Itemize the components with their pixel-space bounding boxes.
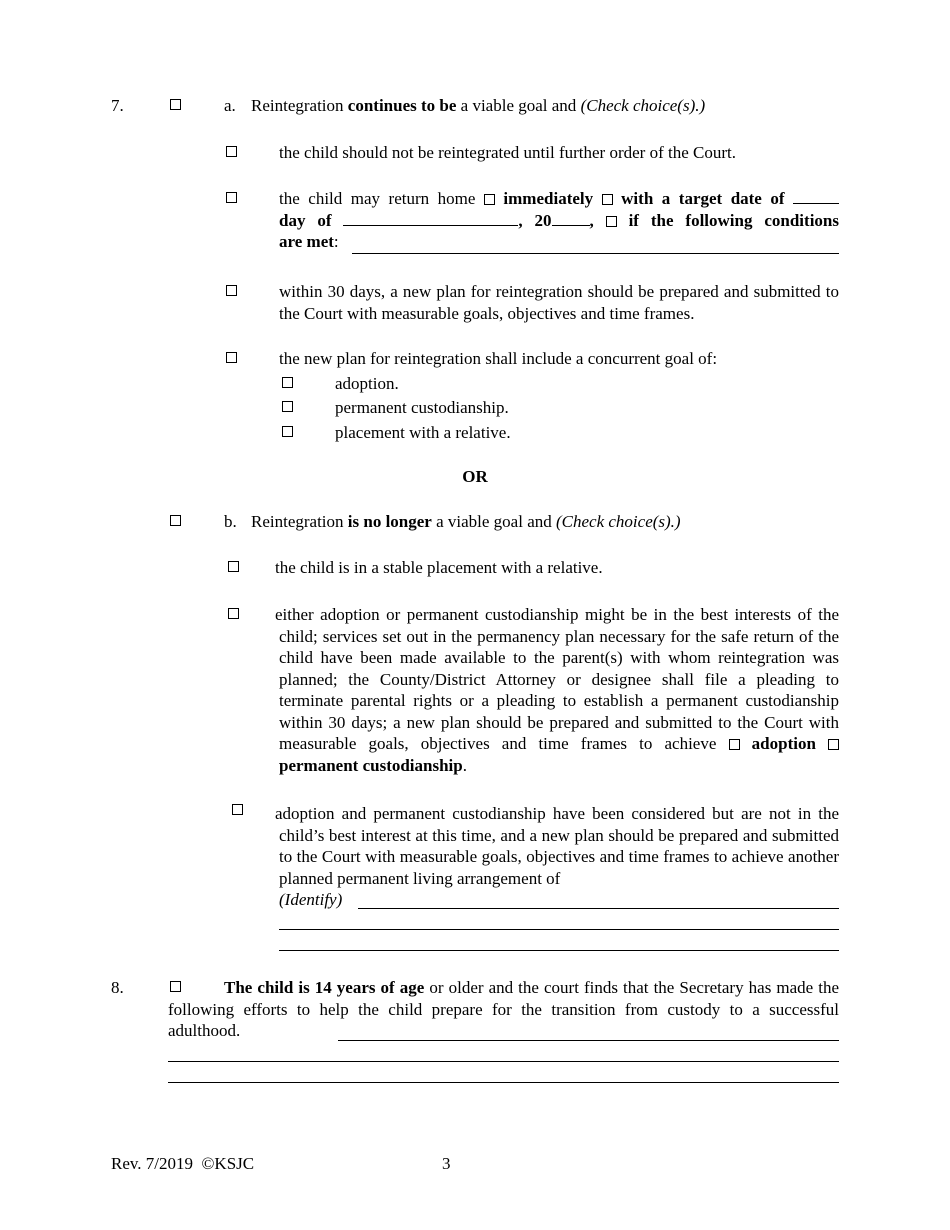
opt-7a2-return-home: the child may return home immediately with a target date of day of , 20 , if the following conditions are met: (279, 189, 839, 251)
or-divider: OR (462, 467, 488, 486)
opt-7b2-text: either adoption or permanent custodianship might be in the best interests of the child; services set out in the permanency plan necessary for the safe return of the child have been made available to the parent(s) with whom reintegration was planned; the County/District Attorney or designee shall file a pleading to terminate parental rights or a pleading to establish a permanent custodianship within 30 days; a new plan should be prepared and submitted to the Court with measurable goals, objectives and time frames to achieve adoption permanent custodianship. (275, 605, 839, 775)
identify-label: (Identify) (279, 890, 343, 909)
identify-blank-1[interactable] (358, 908, 839, 909)
efforts-blank-2[interactable] (168, 1061, 839, 1062)
footer-revision: Rev. 7/2019 ©KSJC (111, 1154, 255, 1173)
item-7a-letter: a. (224, 96, 236, 115)
opt-7b3-checkbox[interactable] (232, 804, 243, 815)
concurrent-adoption-label: adoption. (335, 374, 399, 393)
opt-7a4-checkbox[interactable] (226, 352, 237, 363)
efforts-blank-3[interactable] (168, 1082, 839, 1083)
concurrent-adoption-checkbox[interactable] (282, 377, 293, 388)
opt-7a2-checkbox[interactable] (226, 192, 237, 203)
goal-custodianship-checkbox[interactable] (828, 739, 839, 750)
item-7a-heading: Reintegration continues to be a viable goal and (Check choice(s).) (251, 96, 706, 115)
identify-blank-2[interactable] (279, 929, 839, 930)
opt-7a1-checkbox[interactable] (226, 146, 237, 157)
opt-7b1-checkbox[interactable] (228, 561, 239, 572)
item-7b-checkbox[interactable] (170, 515, 181, 526)
page-number: 3 (442, 1154, 451, 1173)
target-month-blank[interactable] (343, 211, 518, 226)
conditions-checkbox[interactable] (606, 216, 617, 227)
opt-7b2-checkbox[interactable] (228, 608, 239, 619)
item-7b-letter: b. (224, 512, 237, 531)
concurrent-relative-checkbox[interactable] (282, 426, 293, 437)
concurrent-custodianship-checkbox[interactable] (282, 401, 293, 412)
item-7-number: 7. (111, 96, 124, 115)
target-date-checkbox[interactable] (602, 194, 613, 205)
opt-7b1-text: the child is in a stable placement with a relative. (275, 558, 603, 577)
identify-blank-3[interactable] (279, 950, 839, 951)
item-8-number: 8. (111, 978, 124, 997)
conditions-blank[interactable] (352, 253, 839, 254)
opt-7a4-text: the new plan for reintegration shall include a concurrent goal of: (279, 349, 718, 368)
opt-7b3-text: adoption and permanent custodianship have been considered but are not in the child’s best interest at this time, and a new plan should be prepared and submitted to the Court with measurable goals, objectives and time frames to achieve another planned permanent living arrangement of (275, 804, 839, 888)
efforts-blank-1[interactable] (338, 1040, 839, 1041)
item-8-text: The child is 14 years of age or older and the court finds that the Secretary has made the following efforts to help the child prepare for the transition from custody to a successful adulthood. (168, 978, 839, 1040)
opt-7a3-text: within 30 days, a new plan for reintegration should be prepared and submitted to the Court with measurable goals, objectives and time frames. (279, 282, 839, 323)
target-year-blank[interactable] (552, 211, 590, 226)
item-7a-checkbox[interactable] (170, 99, 181, 110)
concurrent-custodianship-label: permanent custodianship. (335, 398, 509, 417)
immediately-checkbox[interactable] (484, 194, 495, 205)
goal-adoption-checkbox[interactable] (729, 739, 740, 750)
concurrent-relative-label: placement with a relative. (335, 423, 511, 442)
opt-7a1-text: the child should not be reintegrated until further order of the Court. (279, 143, 736, 162)
item-7b-heading: Reintegration is no longer a viable goal and (Check choice(s).) (251, 512, 681, 531)
target-day-blank[interactable] (793, 189, 839, 204)
opt-7a3-checkbox[interactable] (226, 285, 237, 296)
